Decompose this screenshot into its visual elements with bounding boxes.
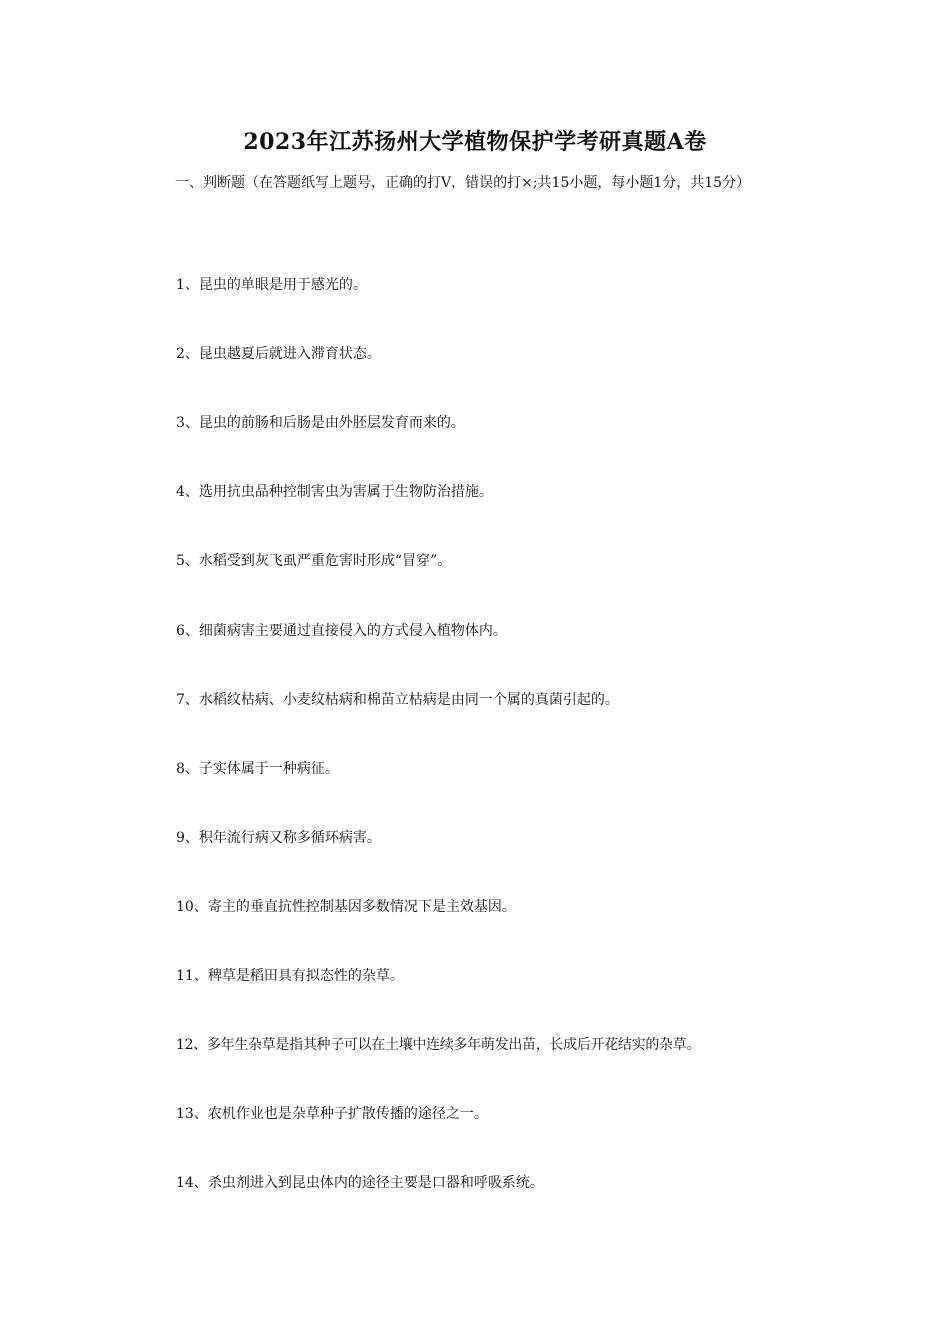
question-14: 14、杀虫剂进入到昆虫体内的途径主要是口器和呼吸系统。 — [176, 1175, 544, 1191]
question-8: 8、子实体属于一种病征。 — [176, 761, 339, 777]
question-11: 11、稗草是稻田具有拟态性的杂草。 — [176, 968, 404, 984]
question-7: 7、水稻纹枯病、小麦纹枯病和棉苗立枯病是由同一个属的真菌引起的。 — [176, 692, 619, 708]
question-12: 12、多年生杂草是指其种子可以在土壤中连续多年萌发出苗，长成后开花结实的杂草。 — [176, 1037, 701, 1053]
question-1: 1、昆虫的单眼是用于感光的。 — [176, 277, 367, 293]
question-4: 4、选用抗虫品种控制害虫为害属于生物防治措施。 — [176, 484, 493, 500]
question-2: 2、昆虫越夏后就进入滞育状态。 — [176, 346, 381, 362]
question-13: 13、农机作业也是杂草种子扩散传播的途径之一。 — [176, 1106, 488, 1122]
question-9: 9、积年流行病又称多循环病害。 — [176, 830, 381, 846]
question-6: 6、细菌病害主要通过直接侵入的方式侵入植物体内。 — [176, 623, 507, 639]
question-5: 5、水稻受到灰飞虱严重危害时形成“冒穿”。 — [176, 553, 452, 569]
question-10: 10、寄主的垂直抗性控制基因多数情况下是主效基因。 — [176, 899, 516, 915]
section-instruction: 一、判断题（在答题纸写上题号，正确的打V，错误的打×;共15小题，每小题1分，共15分） — [175, 175, 751, 191]
question-3: 3、昆虫的前肠和后肠是由外胚层发育而来的。 — [176, 415, 465, 431]
document-title: 2023年江苏扬州大学植物保护学考研真题A卷 — [243, 129, 707, 155]
